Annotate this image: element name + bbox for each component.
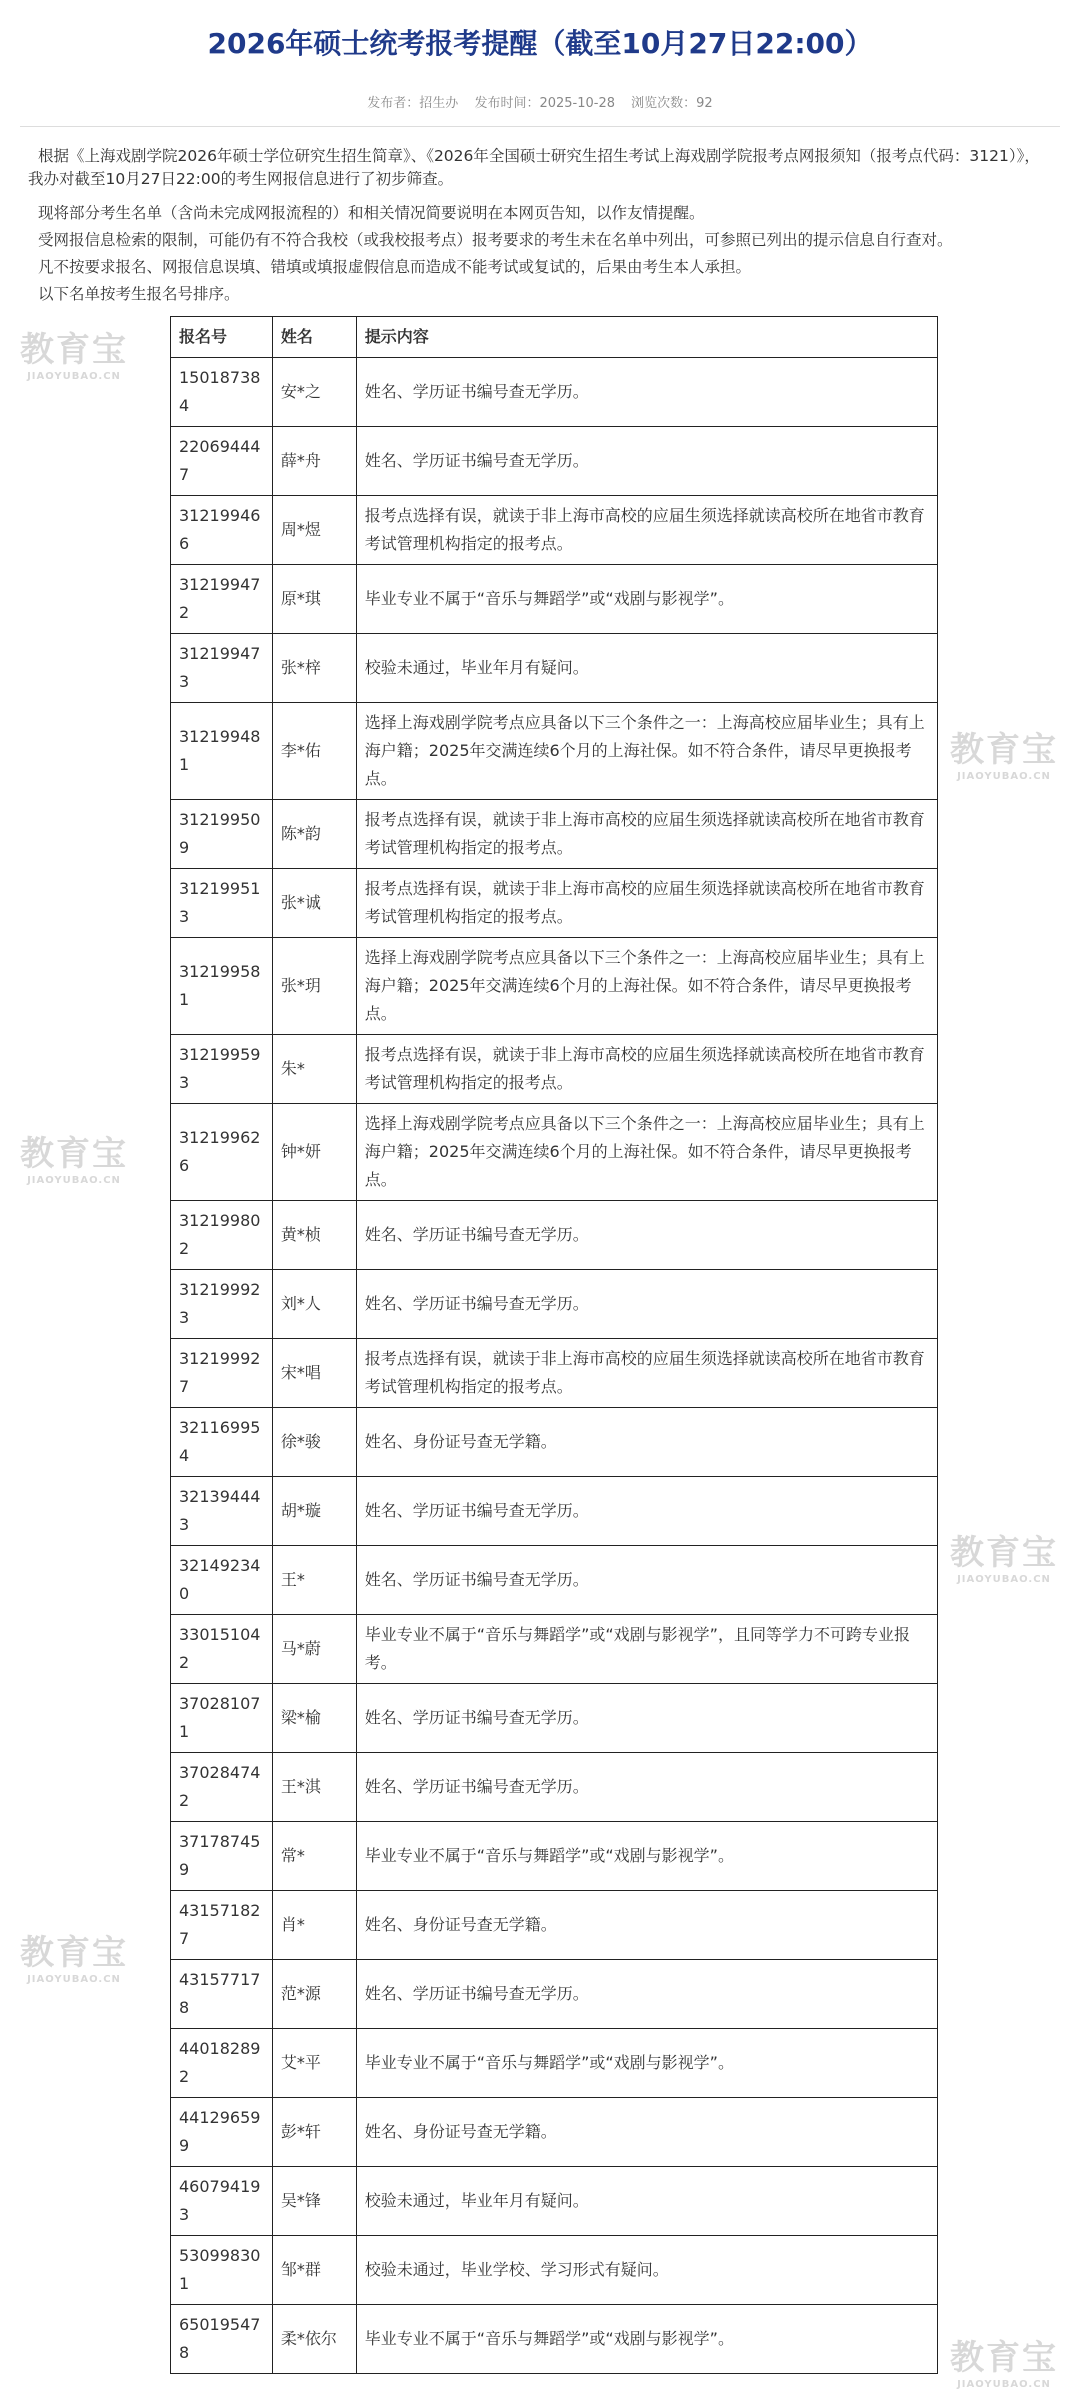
cell-registration-number: 312199473	[171, 634, 273, 703]
table-row	[171, 1339, 938, 1408]
cell-registration-number: 440182892	[171, 2029, 273, 2098]
cell-name: 柔*依尔	[272, 2305, 356, 2374]
cell-name: 周*煜	[272, 496, 356, 565]
table-row	[171, 2236, 938, 2305]
cell-note: 报考点选择有误，就读于非上海市高校的应届生须选择就读高校所在地省市教育考试管理机构指定的报考点。	[356, 800, 937, 869]
cell-note: 毕业专业不属于“音乐与舞蹈学”或“戏剧与影视学”。	[356, 1822, 937, 1891]
cell-registration-number: 321492340	[171, 1546, 273, 1615]
cell-name: 薛*舟	[272, 427, 356, 496]
cell-registration-number: 312199581	[171, 938, 273, 1035]
cell-registration-number: 312199513	[171, 869, 273, 938]
article-meta	[0, 92, 1080, 114]
cell-note: 姓名、身份证号查无学籍。	[356, 2098, 937, 2167]
table-row	[171, 634, 938, 703]
cell-registration-number: 370281071	[171, 1684, 273, 1753]
cell-name: 张*玥	[272, 938, 356, 1035]
cell-note: 姓名、学历证书编号查无学历。	[356, 1546, 937, 1615]
cell-note: 毕业专业不属于“音乐与舞蹈学”或“戏剧与影视学”，且同等学力不可跨专业报考。	[356, 1615, 937, 1684]
cell-name: 李*佑	[272, 703, 356, 800]
cell-registration-number: 321394443	[171, 1477, 273, 1546]
cell-registration-number: 312199472	[171, 565, 273, 634]
cell-note: 选择上海戏剧学院考点应具备以下三个条件之一：上海高校应届毕业生；具有上海户籍；2025年交满连续6个月的上海社保。如不符合条件，请尽早更换报考点。	[356, 938, 937, 1035]
watermark: 教育宝 JIAOYUBAO.CN	[950, 730, 1058, 782]
cell-note: 姓名、学历证书编号查无学历。	[356, 1753, 937, 1822]
cell-registration-number: 312199802	[171, 1201, 273, 1270]
column-header-name: 姓名	[272, 317, 356, 358]
intro-paragraph: 凡不按要求报名、网报信息误填、错填或填报虚假信息而造成不能考试或复试的，后果由考生本人承担。	[38, 258, 752, 276]
cell-note: 姓名、学历证书编号查无学历。	[356, 1201, 937, 1270]
cell-name: 艾*平	[272, 2029, 356, 2098]
cell-name: 徐*骏	[272, 1408, 356, 1477]
candidate-table-wrapper	[170, 316, 938, 2374]
cell-registration-number: 431571827	[171, 1891, 273, 1960]
cell-registration-number: 312199927	[171, 1339, 273, 1408]
cell-registration-number: 431577178	[171, 1960, 273, 2029]
cell-name: 朱*	[272, 1035, 356, 1104]
watermark: 教育宝 JIAOYUBAO.CN	[950, 1533, 1058, 1585]
watermark: 教育宝 JIAOYUBAO.CN	[20, 1933, 128, 1985]
cell-name: 吴*锋	[272, 2167, 356, 2236]
table-row	[171, 1960, 938, 2029]
cell-registration-number: 312199481	[171, 703, 273, 800]
cell-name: 原*琪	[272, 565, 356, 634]
cell-name: 肖*	[272, 1891, 356, 1960]
cell-registration-number: 321169954	[171, 1408, 273, 1477]
table-row	[171, 800, 938, 869]
cell-name: 胡*璇	[272, 1477, 356, 1546]
cell-registration-number: 371787459	[171, 1822, 273, 1891]
intro-paragraph: 现将部分考生名单（含尚未完成网报流程的）和相关情况简要说明在本网页告知，以作友情提醒。	[38, 204, 705, 222]
cell-note: 毕业专业不属于“音乐与舞蹈学”或“戏剧与影视学”。	[356, 565, 937, 634]
cell-registration-number: 312199923	[171, 1270, 273, 1339]
table-row	[171, 1270, 938, 1339]
cell-registration-number: 441296599	[171, 2098, 273, 2167]
table-row	[171, 1035, 938, 1104]
cell-note: 姓名、身份证号查无学籍。	[356, 1408, 937, 1477]
table-row	[171, 1201, 938, 1270]
cell-name: 王*淇	[272, 1753, 356, 1822]
table-row	[171, 2029, 938, 2098]
cell-note: 姓名、学历证书编号查无学历。	[356, 1270, 937, 1339]
cell-name: 钟*妍	[272, 1104, 356, 1201]
cell-note: 报考点选择有误，就读于非上海市高校的应届生须选择就读高校所在地省市教育考试管理机构指定的报考点。	[356, 496, 937, 565]
cell-note: 校验未通过，毕业学校、学习形式有疑问。	[356, 2236, 937, 2305]
cell-name: 梁*榆	[272, 1684, 356, 1753]
column-header-number: 报名号	[171, 317, 273, 358]
table-row	[171, 1477, 938, 1546]
cell-name: 黄*桢	[272, 1201, 356, 1270]
table-row	[171, 565, 938, 634]
table-row	[171, 1753, 938, 1822]
cell-name: 王*	[272, 1546, 356, 1615]
publisher: 发布者：招生办	[367, 96, 459, 111]
cell-note: 报考点选择有误，就读于非上海市高校的应届生须选择就读高校所在地省市教育考试管理机构指定的报考点。	[356, 1035, 937, 1104]
cell-registration-number: 330151042	[171, 1615, 273, 1684]
cell-name: 马*蔚	[272, 1615, 356, 1684]
cell-note: 毕业专业不属于“音乐与舞蹈学”或“戏剧与影视学”。	[356, 2029, 937, 2098]
divider	[20, 126, 1060, 127]
table-row	[171, 427, 938, 496]
table-row	[171, 2098, 938, 2167]
cell-registration-number: 650195478	[171, 2305, 273, 2374]
intro-text	[28, 145, 1052, 306]
cell-note: 选择上海戏剧学院考点应具备以下三个条件之一：上海高校应届毕业生；具有上海户籍；2025年交满连续6个月的上海社保。如不符合条件，请尽早更换报考点。	[356, 703, 937, 800]
table-row	[171, 1684, 938, 1753]
table-row	[171, 1822, 938, 1891]
cell-note: 姓名、学历证书编号查无学历。	[356, 1477, 937, 1546]
cell-note: 校验未通过，毕业年月有疑问。	[356, 634, 937, 703]
cell-name: 张*梓	[272, 634, 356, 703]
table-row	[171, 703, 938, 800]
cell-note: 姓名、学历证书编号查无学历。	[356, 1960, 937, 2029]
watermark: 教育宝 JIAOYUBAO.CN	[20, 330, 128, 382]
table-row	[171, 358, 938, 427]
table-row	[171, 1408, 938, 1477]
cell-name: 常*	[272, 1822, 356, 1891]
cell-note: 报考点选择有误，就读于非上海市高校的应届生须选择就读高校所在地省市教育考试管理机构指定的报考点。	[356, 869, 937, 938]
table-row	[171, 869, 938, 938]
table-row	[171, 1891, 938, 1960]
table-row	[171, 938, 938, 1035]
watermark: 教育宝 JIAOYUBAO.CN	[950, 2338, 1058, 2390]
cell-registration-number: 312199466	[171, 496, 273, 565]
cell-note: 姓名、学历证书编号查无学历。	[356, 427, 937, 496]
intro-paragraph: 受网报信息检索的限制，可能仍有不符合我校（或我校报考点）报考要求的考生未在名单中列出，可参照已列出的提示信息自行查对。	[38, 231, 953, 249]
table-row	[171, 2305, 938, 2374]
table-header-row	[171, 317, 938, 358]
table-row	[171, 1546, 938, 1615]
cell-note: 校验未通过，毕业年月有疑问。	[356, 2167, 937, 2236]
cell-name: 刘*人	[272, 1270, 356, 1339]
cell-registration-number: 460794193	[171, 2167, 273, 2236]
cell-note: 报考点选择有误，就读于非上海市高校的应届生须选择就读高校所在地省市教育考试管理机构指定的报考点。	[356, 1339, 937, 1408]
cell-registration-number: 312199593	[171, 1035, 273, 1104]
view-count: 浏览次数：92	[631, 96, 713, 111]
cell-name: 范*源	[272, 1960, 356, 2029]
cell-name: 安*之	[272, 358, 356, 427]
cell-registration-number: 312199509	[171, 800, 273, 869]
publish-time: 发布时间：2025-10-28	[474, 96, 616, 111]
table-row	[171, 496, 938, 565]
cell-name: 宋*唱	[272, 1339, 356, 1408]
table-row	[171, 1615, 938, 1684]
cell-registration-number: 220694447	[171, 427, 273, 496]
cell-name: 彭*轩	[272, 2098, 356, 2167]
cell-name: 张*诚	[272, 869, 356, 938]
cell-name: 邹*群	[272, 2236, 356, 2305]
intro-paragraph: 以下名单按考生报名号排序。	[38, 285, 240, 303]
column-header-note: 提示内容	[356, 317, 937, 358]
intro-paragraph: 根据《上海戏剧学院2026年硕士学位研究生招生简章》、《2026年全国硕士研究生招生考试上海戏剧学院报考点网报须知（报考点代码：3121）》，我办对截至10月27日22:00的考生网报信息进行了初步筛查。	[28, 147, 1040, 188]
cell-note: 姓名、身份证号查无学籍。	[356, 1891, 937, 1960]
cell-name: 陈*韵	[272, 800, 356, 869]
cell-registration-number: 530998301	[171, 2236, 273, 2305]
cell-note: 毕业专业不属于“音乐与舞蹈学”或“戏剧与影视学”。	[356, 2305, 937, 2374]
cell-registration-number: 370284742	[171, 1753, 273, 1822]
watermark: 教育宝 JIAOYUBAO.CN	[20, 1134, 128, 1186]
candidate-table	[170, 316, 938, 2374]
cell-registration-number: 150187384	[171, 358, 273, 427]
cell-note: 姓名、学历证书编号查无学历。	[356, 358, 937, 427]
table-row	[171, 2167, 938, 2236]
cell-registration-number: 312199626	[171, 1104, 273, 1201]
table-row	[171, 1104, 938, 1201]
cell-note: 姓名、学历证书编号查无学历。	[356, 1684, 937, 1753]
cell-note: 选择上海戏剧学院考点应具备以下三个条件之一：上海高校应届毕业生；具有上海户籍；2025年交满连续6个月的上海社保。如不符合条件，请尽早更换报考点。	[356, 1104, 937, 1201]
page-title: 2026年硕士统考报考提醒（截至10月27日22:00）	[207, 27, 873, 60]
